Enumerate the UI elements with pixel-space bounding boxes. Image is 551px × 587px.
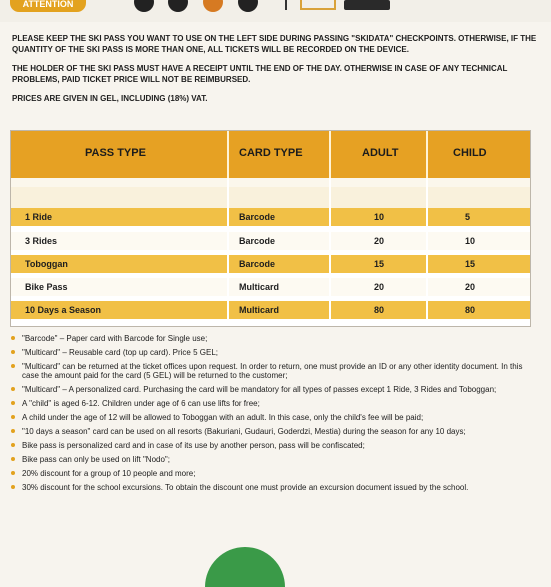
note-text: A "child" is aged 6-12. Children under age of 6 can use lifts for free; — [22, 399, 260, 408]
cell-child-price: 10 — [465, 236, 476, 246]
list-item — [9, 385, 529, 394]
notes-list — [9, 334, 529, 497]
table-header — [11, 131, 530, 178]
bullet-icon — [11, 485, 15, 489]
header-pass-type: PASS TYPE — [85, 147, 146, 159]
cloud-icon — [238, 0, 258, 12]
cell-card-type: Barcode — [239, 236, 276, 246]
green-logo-icon — [205, 547, 285, 587]
header-child: CHILD — [453, 147, 487, 159]
cell-adult-price: 20 — [374, 282, 385, 292]
cell-child-price: 5 — [465, 212, 471, 222]
header-adult: ADULT — [362, 147, 399, 159]
bullet-icon — [11, 415, 15, 419]
bullet-icon — [11, 471, 15, 475]
bullet-icon — [11, 350, 15, 354]
cell-pass-type: Toboggan — [25, 259, 68, 269]
list-item — [9, 362, 529, 380]
list-item — [9, 441, 529, 450]
bullet-icon — [11, 387, 15, 391]
cell-card-type: Barcode — [239, 212, 276, 222]
bullet-icon — [11, 336, 15, 340]
bullet-icon — [11, 443, 15, 447]
list-item — [9, 348, 529, 357]
bullet-icon — [11, 401, 15, 405]
column-separator — [227, 178, 229, 326]
list-item — [9, 483, 529, 492]
cell-child-price: 80 — [465, 305, 476, 315]
table-spacer-row — [11, 187, 530, 208]
cell-pass-type: 10 Days a Season — [25, 305, 102, 315]
restaurant-icon — [168, 0, 188, 12]
note-text: A child under the age of 12 will be allowed to Toboggan with an adult. In this case, only the child's fee will be paid; — [22, 413, 424, 422]
cell-pass-type: 1 Ride — [25, 212, 53, 222]
list-item — [9, 427, 529, 436]
header-separator — [426, 131, 428, 178]
cell-adult-price: 10 — [374, 212, 385, 222]
column-separator — [426, 178, 428, 326]
cell-child-price: 15 — [465, 259, 476, 269]
header-separator — [227, 131, 229, 178]
header-separator — [329, 131, 331, 178]
bullet-icon — [11, 364, 15, 368]
attention-badge: ATTENTION — [10, 0, 86, 12]
table-row — [11, 301, 530, 319]
paragraph-checkpoints: PLEASE KEEP THE SKI PASS YOU WANT TO USE ON THE LEFT SIDE DURING PASSING "SKIDATA" CHECKPOINTS. OTHERWISE, IF THE QUANTITY OF THE SKI PASS IS MORE THAN ONE, ALL TICKETS WILL BE RECORDED ON THE DEVICE. — [12, 34, 537, 54]
list-item — [9, 469, 529, 478]
note-text: Bike pass can only be used on lift "Nodo"; — [22, 455, 170, 464]
cell-child-price: 20 — [465, 282, 476, 292]
note-text: 30% discount for the school excursions. To obtain the discount one must provide an excursion document issued by the school. — [22, 483, 469, 492]
paragraph-receipt: THE HOLDER OF THE SKI PASS MUST HAVE A RECEIPT UNTIL THE END OF THE DAY. OTHERWISE IN CASE OF ANY TECHNICAL PROBLEMS, PAID TICKET PRICE WILL NOT BE REIMBURSED. — [12, 64, 508, 84]
list-item — [9, 413, 529, 422]
table-row — [11, 208, 530, 226]
list-item — [9, 455, 529, 464]
cell-adult-price: 20 — [374, 236, 385, 246]
cell-card-type: Multicard — [239, 305, 280, 315]
note-text: Bike pass is personalized card and in case of its use by another person, pass will be confiscated; — [22, 441, 365, 450]
cell-card-type: Barcode — [239, 259, 276, 269]
note-text: "Multicard" can be returned at the ticket offices upon request. In order to return, one must provide an ID or any other identity document. In this case the amount paid for the card (5 GEL) will be returned to the customer; — [22, 362, 523, 380]
top-icon-strip — [0, 0, 551, 22]
snowflake-icon — [134, 0, 154, 12]
list-item — [9, 399, 529, 408]
cell-pass-type: 3 Rides — [25, 236, 58, 246]
cell-card-type: Multicard — [239, 282, 280, 292]
dog-icon — [203, 0, 223, 12]
table-row — [11, 278, 530, 296]
list-item — [9, 334, 529, 343]
table-row — [11, 255, 530, 273]
top-divider — [285, 0, 287, 10]
mountain-logo-icon — [300, 0, 336, 10]
note-text: 20% discount for a group of 10 people and more; — [22, 469, 196, 478]
note-text: "Barcode" – Paper card with Barcode for Single use; — [22, 334, 208, 343]
note-text: "10 days a season" card can be used on all resorts (Bakuriani, Gudauri, Goderdzi, Mestia) during the season for any 10 days; — [22, 427, 466, 436]
header-card-type: CARD TYPE — [239, 147, 303, 159]
logo-bar-icon — [344, 0, 390, 10]
column-separator — [329, 178, 331, 326]
note-text: "Multicard" – A personalized card. Purchasing the card will be mandatory for all types of passes except 1 Ride, 3 Rides and Toboggan; — [22, 385, 497, 394]
cell-adult-price: 80 — [374, 305, 385, 315]
info-paragraphs — [12, 33, 537, 112]
table-row — [11, 232, 530, 250]
bullet-icon — [11, 429, 15, 433]
price-table — [10, 130, 531, 327]
bullet-icon — [11, 457, 15, 461]
note-text: "Multicard" – Reusable card (top up card). Price 5 GEL; — [22, 348, 218, 357]
paragraph-prices: PRICES ARE GIVEN IN GEL, INCLUDING (18%) VAT. — [12, 94, 208, 103]
cell-pass-type: Bike Pass — [25, 282, 68, 292]
cell-adult-price: 15 — [374, 259, 385, 269]
